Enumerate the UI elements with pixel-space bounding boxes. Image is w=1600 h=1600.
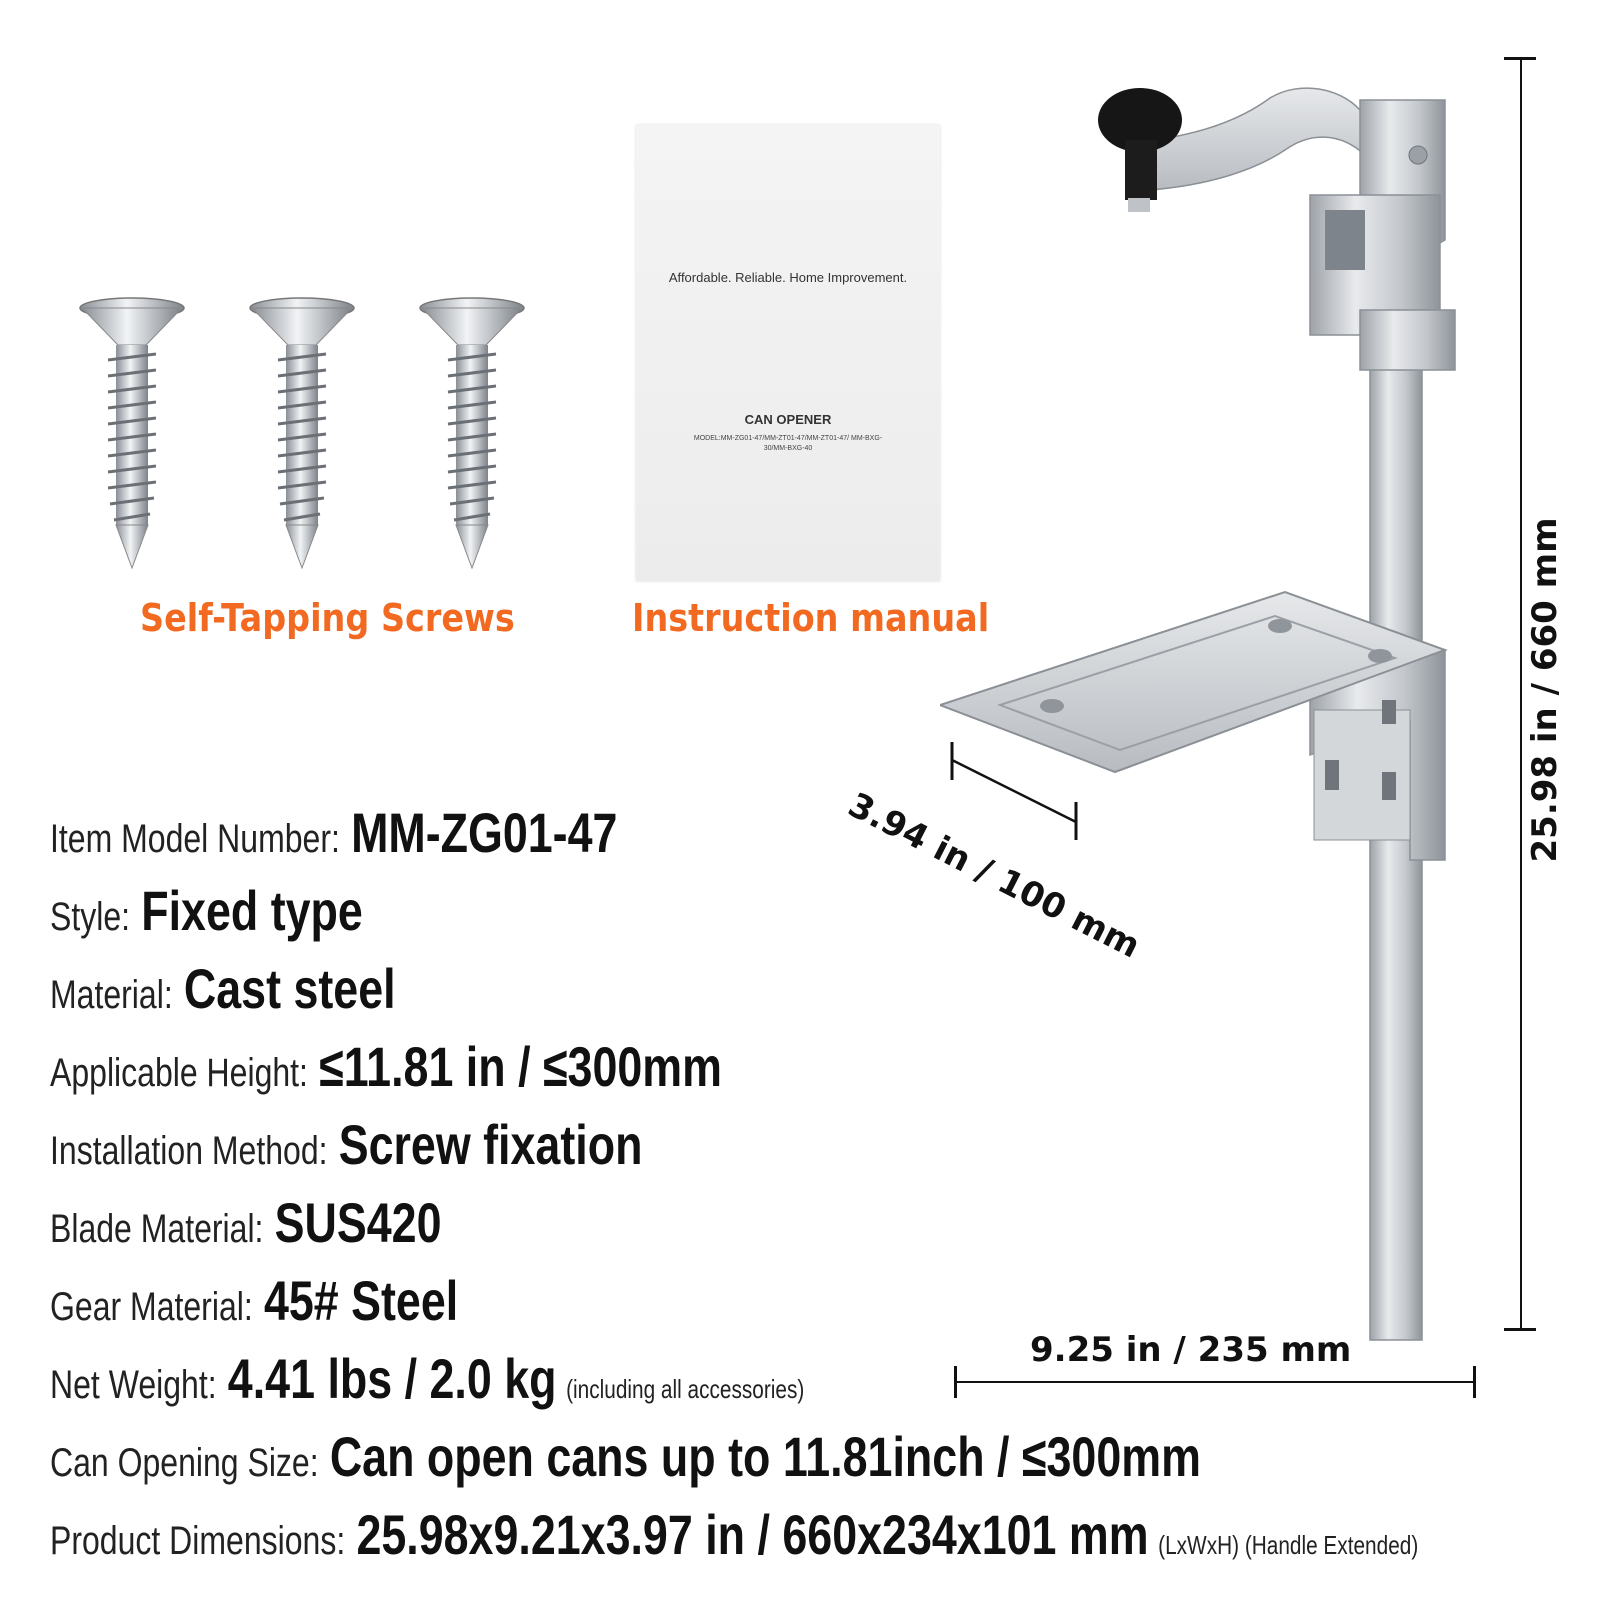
spec-installation-method bbox=[50, 1112, 642, 1177]
width-dimension-line bbox=[955, 1381, 1475, 1383]
spec-label: Blade Material: bbox=[50, 1207, 264, 1251]
spec-label: Item Model Number: bbox=[50, 817, 340, 861]
manual-caption: Instruction manual bbox=[632, 596, 990, 640]
spec-value: Screw fixation bbox=[338, 1113, 643, 1176]
spec-note: (LxWxH) (Handle Extended) bbox=[1158, 1530, 1419, 1560]
spec-blade-material bbox=[50, 1190, 442, 1255]
instruction-manual bbox=[636, 125, 940, 581]
spec-label: Can Opening Size: bbox=[50, 1441, 319, 1485]
width-tick-right bbox=[1473, 1366, 1476, 1398]
height-dimension-line bbox=[1520, 58, 1522, 1330]
spec-item-model bbox=[50, 800, 617, 865]
spec-can-opening-size bbox=[50, 1424, 1201, 1489]
can-opener-illustration bbox=[940, 60, 1600, 1360]
spec-material bbox=[50, 956, 396, 1021]
width-tick-left bbox=[954, 1366, 957, 1398]
spec-value: SUS420 bbox=[274, 1191, 442, 1254]
height-label: 25.98 in / 660 mm bbox=[1525, 517, 1565, 863]
spec-value: Cast steel bbox=[183, 957, 396, 1020]
depth-label: 3.94 in / 100 mm bbox=[841, 785, 1147, 967]
width-label: 9.25 in / 235 mm bbox=[1030, 1330, 1352, 1370]
spec-value: Can open cans up to 11.81inch / ≤300mm bbox=[329, 1425, 1201, 1488]
spec-value: MM-ZG01-47 bbox=[351, 801, 618, 864]
spec-product-dimensions bbox=[50, 1502, 1418, 1567]
spec-label: Applicable Height: bbox=[50, 1051, 308, 1095]
spec-label: Installation Method: bbox=[50, 1129, 328, 1173]
spec-style bbox=[50, 878, 363, 943]
spec-label: Product Dimensions: bbox=[50, 1519, 346, 1563]
manual-title: CAN OPENER bbox=[744, 412, 832, 427]
spec-label: Style: bbox=[50, 895, 131, 939]
spec-value: ≤11.81 in / ≤300mm bbox=[319, 1035, 722, 1098]
spec-value: Fixed type bbox=[141, 879, 363, 942]
screws-illustration bbox=[70, 290, 550, 590]
spec-value: 4.41 lbs / 2.0 kg bbox=[227, 1347, 557, 1410]
height-tick-top bbox=[1504, 57, 1536, 60]
screw-2 bbox=[250, 298, 354, 568]
manual-models: MODEL:MM-ZG01-47/MM-ZT01-47/MM-ZT01-47/ MM-BXG-30/MM-BXG-40 bbox=[693, 435, 883, 452]
screw-1 bbox=[80, 298, 184, 568]
crank-arm bbox=[1140, 88, 1380, 190]
spec-gear-material bbox=[50, 1268, 458, 1333]
screw-3 bbox=[420, 298, 524, 568]
spec-label: Material: bbox=[50, 973, 173, 1017]
height-tick-bottom bbox=[1504, 1328, 1536, 1331]
spec-value: 45# Steel bbox=[263, 1269, 459, 1332]
manual-tagline: Affordable. Reliable. Home Improvement. bbox=[668, 270, 908, 285]
screws-caption: Self-Tapping Screws bbox=[140, 596, 515, 640]
spec-note: (including all accessories) bbox=[566, 1374, 805, 1404]
spec-label: Gear Material: bbox=[50, 1285, 253, 1329]
depth-dimension-line bbox=[940, 730, 1090, 840]
spec-net-weight bbox=[50, 1346, 804, 1411]
spec-applicable-height bbox=[50, 1034, 722, 1099]
spec-value: 25.98x9.21x3.97 in / 660x234x101 mm bbox=[356, 1503, 1149, 1566]
spec-label: Net Weight: bbox=[50, 1363, 217, 1407]
